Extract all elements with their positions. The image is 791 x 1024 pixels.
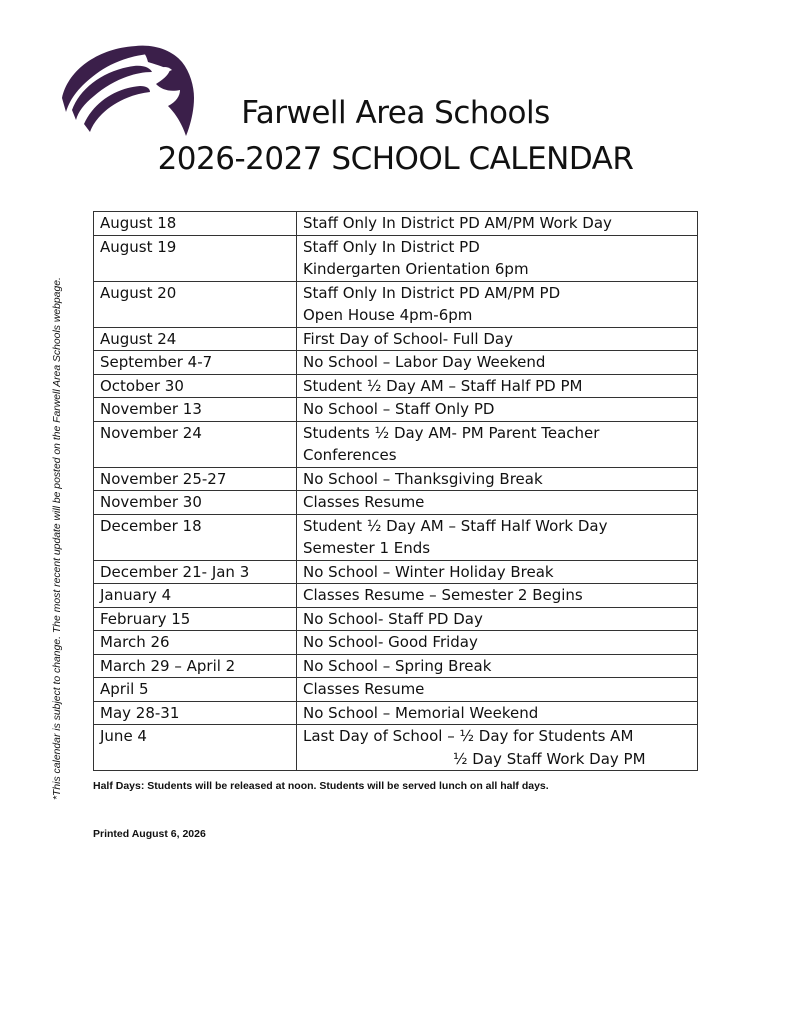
table-row — [94, 607, 698, 631]
calendar-table — [93, 211, 698, 771]
table-row — [94, 701, 698, 725]
table-row — [94, 398, 698, 422]
event-description — [297, 212, 698, 236]
page-title: Farwell Area Schools — [241, 95, 550, 131]
event-line: Staff Only In District PD AM/PM PD — [303, 283, 561, 302]
event-date: January 4 — [94, 584, 297, 608]
event-line: Kindergarten Orientation 6pm — [303, 260, 529, 278]
event-description — [297, 678, 698, 702]
calendar-title: 2026-2027 SCHOOL CALENDAR — [157, 141, 634, 177]
event-date: February 15 — [94, 607, 297, 631]
event-date: November 13 — [94, 398, 297, 422]
event-date: October 30 — [94, 374, 297, 398]
table-row — [94, 327, 698, 351]
event-line: No School- Good Friday — [303, 633, 478, 651]
printed-date: Printed August 6, 2026 — [93, 828, 206, 840]
event-date: August 24 — [94, 327, 297, 351]
event-line: Semester 1 Ends — [303, 539, 431, 557]
event-line: Staff Only In District PD AM/PM Work Day — [303, 214, 612, 232]
table-row — [94, 654, 698, 678]
event-line: No School – Spring Break — [303, 656, 492, 675]
event-description — [297, 560, 698, 584]
event-description — [297, 514, 698, 560]
event-description — [297, 584, 698, 608]
table-row — [94, 514, 698, 560]
event-line: Classes Resume – Semester 2 Begins — [303, 586, 583, 604]
event-date: August 18 — [94, 212, 297, 236]
event-date: May 28-31 — [94, 701, 297, 725]
event-description — [297, 281, 698, 327]
event-date: November 30 — [94, 491, 297, 515]
event-line: Students ½ Day AM- PM Parent Teacher — [303, 423, 600, 442]
event-description — [297, 327, 698, 351]
table-row — [94, 725, 698, 771]
event-line: Student ½ Day AM – Staff Half PD PM — [303, 376, 583, 395]
event-description — [297, 351, 698, 375]
table-row — [94, 631, 698, 655]
event-line: Classes Resume — [303, 680, 425, 698]
event-description — [297, 235, 698, 281]
event-date: March 26 — [94, 631, 297, 655]
event-date: August 19 — [94, 235, 297, 281]
event-description — [297, 701, 698, 725]
event-date: November 25-27 — [94, 467, 297, 491]
table-row — [94, 235, 698, 281]
event-description — [297, 421, 698, 467]
event-line: No School – Memorial Weekend — [303, 703, 539, 722]
event-line: Last Day of School – ½ Day for Students AM — [303, 727, 634, 745]
event-line: Staff Only In District PD — [303, 237, 480, 256]
event-line: Classes Resume — [303, 493, 425, 511]
event-date: April 5 — [94, 678, 297, 702]
event-date: September 4-7 — [94, 351, 297, 375]
event-line: No School- Staff PD Day — [303, 609, 483, 628]
table-row — [94, 374, 698, 398]
event-date: December 21- Jan 3 — [94, 560, 297, 584]
event-line: Open House 4pm-6pm — [303, 306, 473, 324]
event-date: March 29 – April 2 — [94, 654, 297, 678]
half-days-note: Half Days: Students will be released at noon. Students will be served lunch on all half days. — [93, 780, 549, 792]
event-description — [297, 491, 698, 515]
table-row — [94, 491, 698, 515]
event-date: June 4 — [94, 725, 297, 771]
event-date: December 18 — [94, 514, 297, 560]
table-row — [94, 584, 698, 608]
event-description — [297, 374, 698, 398]
event-description — [297, 725, 698, 771]
event-line: No School – Labor Day Weekend — [303, 353, 546, 371]
event-date: November 24 — [94, 421, 297, 467]
event-line: Conferences — [303, 446, 397, 464]
event-description — [297, 467, 698, 491]
event-line: ½ Day Staff Work Day PM — [453, 749, 646, 768]
event-date: August 20 — [94, 281, 297, 327]
event-description — [297, 654, 698, 678]
event-line: No School – Winter Holiday Break — [303, 562, 554, 581]
event-line: No School – Staff Only PD — [303, 400, 495, 418]
table-row — [94, 678, 698, 702]
event-line: Student ½ Day AM – Staff Half Work Day — [303, 516, 608, 535]
event-description — [297, 398, 698, 422]
event-line: First Day of School- Full Day — [303, 329, 513, 348]
table-row — [94, 281, 698, 327]
event-line: No School – Thanksgiving Break — [303, 469, 543, 488]
disclaimer-note: *This calendar is subject to change. The most recent update will be posted on the Farwell Area Schools webpage. — [52, 277, 63, 800]
table-row — [94, 351, 698, 375]
table-row — [94, 212, 698, 236]
table-row — [94, 467, 698, 491]
event-description — [297, 607, 698, 631]
table-row — [94, 560, 698, 584]
table-row — [94, 421, 698, 467]
event-description — [297, 631, 698, 655]
